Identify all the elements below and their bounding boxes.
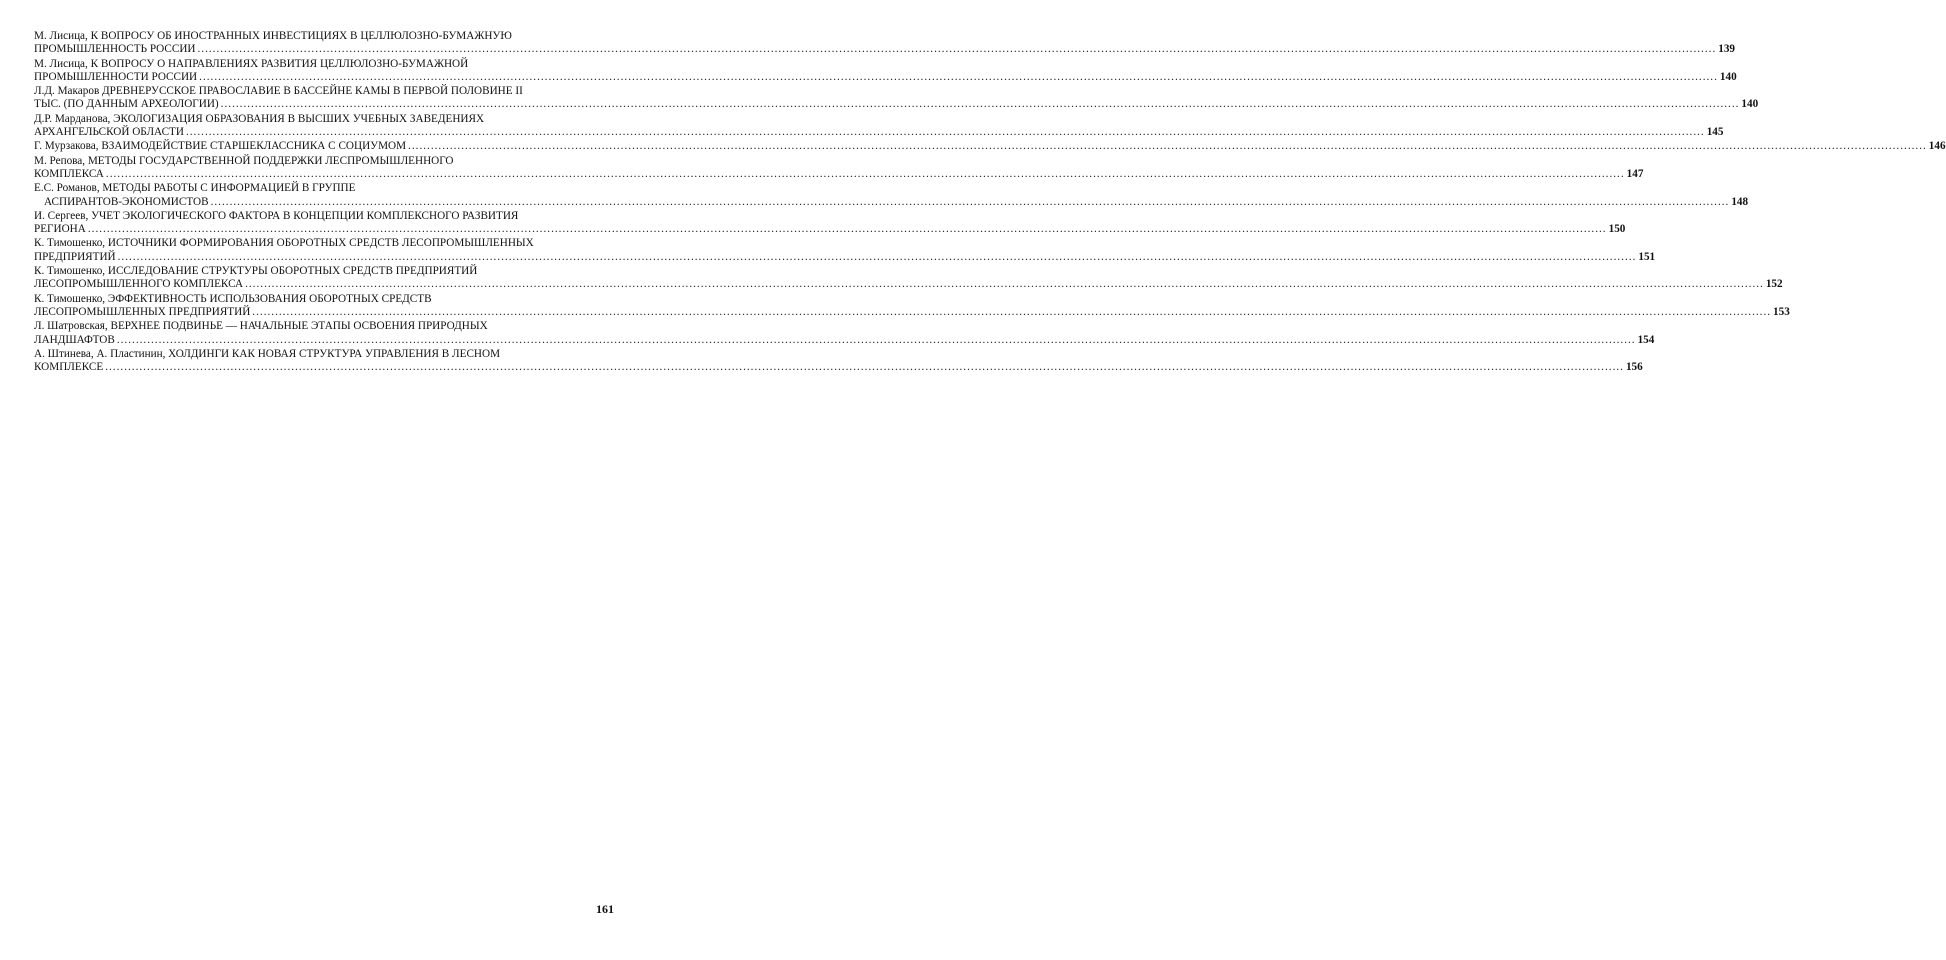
toc-entry-text: АСПИРАНТОВ-ЭКОНОМИСТОВ [44,195,209,208]
dot-leader: ................................................................................................................................................................................................................................................................................................................................................................................................................ [105,361,1624,374]
toc-entry-continuation [34,361,1643,374]
dot-leader: ................................................................................................................................................................................................................................................................................................................................................................................................................ [408,140,1927,153]
toc-entry-continuation [34,43,1736,56]
dot-leader: ................................................................................................................................................................................................................................................................................................................................................................................................................ [116,333,1636,346]
toc-entry-text: ТЫС. (ПО ДАННЫМ АРХЕОЛОГИИ) [34,98,219,111]
toc-entry-continuation [34,140,1946,153]
toc-entry-text: ПРОМЫШЛЕННОСТИ РОССИИ [34,70,198,83]
toc-entry-title: Л.Д. Макаров ДРЕВНЕРУССКОЕ ПРАВОСЛАВИЕ В БАССЕЙНЕ КАМЫ В ПЕРВОЙ ПОЛОВИНЕ II [34,85,523,98]
toc-page-number: 140 [1719,70,1737,83]
toc-page-number: 154 [1637,333,1655,346]
toc-entry [34,154,1644,182]
dot-leader: ................................................................................................................................................................................................................................................................................................................................................................................................................ [185,126,1705,139]
toc-entry-title: М. Лисица, К ВОПРОСУ ОБ ИНОСТРАННЫХ ИНВЕСТИЦИЯХ В ЦЕЛЛЮЛОЗНО-БУМАЖНУЮ [34,30,512,42]
toc-entry-text: ПРЕДПРИЯТИЙ [34,250,116,263]
table-of-contents [34,30,1946,375]
toc-entry-continuation [34,195,1749,209]
toc-page-number: 148 [1731,195,1749,208]
dot-leader: ................................................................................................................................................................................................................................................................................................................................................................................................................ [210,195,1730,208]
toc-entry-continuation [34,250,1656,264]
toc-entry [34,265,1783,292]
dot-leader: ................................................................................................................................................................................................................................................................................................................................................................................................................ [87,223,1607,236]
toc-entry [34,30,1736,57]
toc-page-number: 140 [1741,98,1759,111]
toc-page-number: 153 [1773,305,1790,318]
toc-entry-text: ПРОМЫШЛЕННОСТЬ РОССИИ [34,43,196,56]
toc-entry-title: Д.Р. Марданова, ЭКОЛОГИЗАЦИЯ ОБРАЗОВАНИЯ В ВЫСШИХ УЧЕБНЫХ ЗАВЕДЕНИЯХ [34,112,485,125]
dot-leader: ................................................................................................................................................................................................................................................................................................................................................................................................................ [245,278,1764,291]
toc-entry-title: И. Сергеев, УЧЕТ ЭКОЛОГИЧЕСКОГО ФАКТОРА В КОНЦЕПЦИИ КОМПЛЕКСНОГО РАЗВИТИЯ [34,209,519,222]
toc-entry [34,347,1643,375]
toc-page-number: 145 [1706,126,1724,139]
toc-entry-continuation [34,98,1759,111]
toc-page-number: 152 [1765,278,1783,291]
toc-entry [34,182,1749,209]
toc-entry-continuation [34,333,1655,347]
toc-entry [34,57,1737,85]
toc-page-number: 139 [1718,43,1736,56]
toc-page-number: 156 [1625,361,1643,374]
dot-leader: ................................................................................................................................................................................................................................................................................................................................................................................................................ [117,250,1637,263]
toc-entry-text: КОМПЛЕКСЕ [34,361,104,374]
toc-entry [34,112,1724,140]
toc-entry-continuation [34,126,1724,139]
toc-entry-title: К. Тимошенко, ИССЛЕДОВАНИЕ СТРУКТУРЫ ОБОРОТНЫХ СРЕДСТВ ПРЕДПРИЯТИЙ [34,265,478,278]
toc-entry [34,209,1626,237]
toc-entry-title: М. Репова, МЕТОДЫ ГОСУДАРСТВЕННОЙ ПОДДЕРЖКИ ЛЕСПРОМЫШЛЕННОГО [34,154,454,167]
toc-entry [34,237,1656,264]
toc-entry-title: М. Лисица, К ВОПРОСУ О НАПРАВЛЕНИЯХ РАЗВИТИЯ ЦЕЛЛЮЛОЗНО-БУМАЖНОЙ [34,57,469,70]
toc-entry-continuation [34,305,1790,319]
dot-leader: ................................................................................................................................................................................................................................................................................................................................................................................................................ [197,43,1717,56]
dot-leader: ................................................................................................................................................................................................................................................................................................................................................................................................................ [105,167,1625,180]
toc-entry [34,320,1655,347]
toc-entry-text: АРХАНГЕЛЬСКОЙ ОБЛАСТИ [34,126,184,139]
toc-entry-title: Е.С. Романов, МЕТОДЫ РАБОТЫ С ИНФОРМАЦИЕЙ В ГРУППЕ [34,182,356,195]
toc-entry-continuation [34,167,1644,181]
toc-entry-text: КОМПЛЕКСА [34,167,104,180]
dot-leader: ................................................................................................................................................................................................................................................................................................................................................................................................................ [220,98,1740,111]
toc-entry-text: Г. Мурзакова, ВЗАИМОДЕЙСТВИЕ СТАРШЕКЛАССНИКА С СОЦИУМОМ [34,140,407,153]
toc-page-number: 146 [1928,140,1946,153]
toc-entry-text: ЛЕСОПРОМЫШЛЕННЫХ ПРЕДПРИЯТИЙ [34,305,251,318]
page-number: 161 [596,902,614,916]
toc-entry-title: К. Тимошенко, ЭФФЕКТИВНОСТЬ ИСПОЛЬЗОВАНИЯ ОБОРОТНЫХ СРЕДСТВ [34,292,432,305]
toc-entry-title: А. Штинева, А. Пластинин, ХОЛДИНГИ КАК НОВАЯ СТРУКТУРА УПРАВЛЕНИЯ В ЛЕСНОМ [34,347,501,360]
toc-page-number: 150 [1608,223,1626,236]
toc-entry-title: Л. Шатровская, ВЕРХНЕЕ ПОДВИНЬЕ — НАЧАЛЬНЫЕ ЭТАПЫ ОСВОЕНИЯ ПРИРОДНЫХ [34,320,488,333]
toc-entry-text: ЛЕСОПРОМЫШЛЕННОГО КОМПЛЕКСА [34,278,244,291]
toc-entry-continuation [34,70,1737,84]
toc-entry [34,85,1759,112]
toc-page-number: 151 [1638,250,1656,263]
toc-entry [34,292,1790,320]
toc-entry-continuation [34,223,1626,236]
toc-page-number: 147 [1626,167,1644,180]
toc-entry-title: К. Тимошенко, ИСТОЧНИКИ ФОРМИРОВАНИЯ ОБОРОТНЫХ СРЕДСТВ ЛЕСОПРОМЫШЛЕННЫХ [34,237,534,250]
dot-leader: ................................................................................................................................................................................................................................................................................................................................................................................................................ [252,305,1772,318]
toc-entry-text: РЕГИОНА [34,223,86,236]
dot-leader: ................................................................................................................................................................................................................................................................................................................................................................................................................ [199,70,1718,83]
toc-entry-text: ЛАНДШАФТОВ [34,333,115,346]
toc-entry-continuation [34,278,1783,291]
toc-entry [34,140,1946,153]
